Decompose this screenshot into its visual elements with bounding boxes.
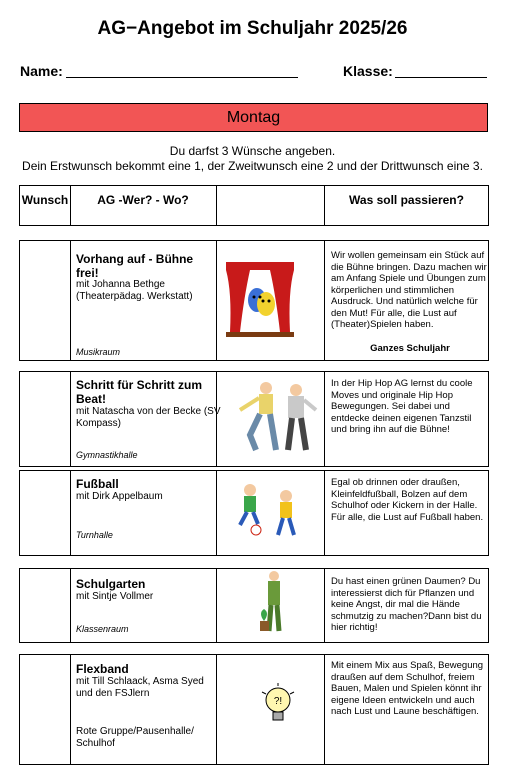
soccer-kids-icon	[232, 480, 332, 550]
klasse-label: Klasse:	[343, 63, 393, 79]
ag-location: Musikraum	[76, 347, 121, 357]
hip-hop-dancers-icon	[232, 380, 332, 455]
ag-description: In der Hip Hop AG lernst du coole Moves und originale Hip Hop Bewegungen. Sei dabei und entdecke deinen eigenen Tanzstil und bring ihn auf die Bühne!	[331, 378, 473, 435]
svg-text:?!: ?!	[273, 696, 283, 707]
ag-teacher: mit Dirk Appelbaum	[76, 491, 163, 502]
ag-location: Gymnastikhalle	[76, 450, 138, 460]
page-title: AG−Angebot im Schuljahr 2025/26	[97, 18, 408, 39]
lightbulb-idea-icon	[258, 682, 358, 727]
theater-stage-masks-icon	[226, 262, 326, 337]
ag-description: Egal ob drinnen oder draußen, Kleinfeldfußball, Bolzen auf dem Schulhof oder Kickern in der Halle. Für alle, die Lust auf Fußball haben.	[331, 477, 484, 523]
ag-header: AG -Wer? - Wo?	[97, 193, 189, 207]
what-header: Was soll passieren?	[349, 193, 464, 207]
ag-description: Mit einem Mix aus Spaß, Bewegung draußen auf dem Schulhof, freiem Bauen, Malen und Spielen könnt ihr eigene Ideen entwickeln und auch nach Lust und Laune beschäftigen.	[331, 660, 484, 717]
ag-teacher: mit Till Schlaack, Asma Syed und den FSJlern	[76, 676, 204, 699]
instruction-line-1: Du darfst 3 Wünsche angeben.	[169, 144, 336, 158]
ag-duration: Ganzes Schuljahr	[370, 343, 450, 354]
ag-location: Rote Gruppe/Pausenhalle/ Schulhof	[76, 726, 194, 749]
table-header	[19, 185, 489, 226]
ag-title: Vorhang auf - Bühne frei!	[76, 252, 194, 280]
wish-cell[interactable]	[20, 655, 70, 764]
wish-cell[interactable]	[20, 241, 70, 360]
wish-cell[interactable]	[20, 372, 70, 466]
ag-description: Du hast einen grünen Daumen? Du interessierst dich für Pflanzen und keine Angst, dir mal die Hände schmutzig zu machen?Dann bist du hier richtig!	[331, 576, 482, 633]
ag-title: Fußball	[76, 477, 119, 491]
klasse-field[interactable]	[395, 77, 487, 78]
ag-location: Turnhalle	[76, 530, 113, 540]
instruction-line-2: Dein Erstwunsch bekommt eine 1, der Zweitwunsch eine 2 und der Drittwunsch eine 3.	[22, 159, 483, 173]
ag-title: Schritt für Schritt zum Beat!	[76, 378, 203, 406]
ag-title: Schulgarten	[76, 577, 146, 591]
gardener-icon	[258, 569, 358, 639]
wish-cell[interactable]	[20, 471, 70, 555]
ag-location: Klassenraum	[76, 624, 129, 634]
ag-teacher: mit Sintje Vollmer	[76, 591, 154, 602]
wish-header: Wunsch	[21, 193, 69, 207]
ag-description: Wir wollen gemeinsam ein Stück auf die Bühne bringen. Dazu machen wir am Anfang Spiele und Übungen zum körperlichen und stimmlichen Ausdruck. Und natürlich welche für den Mut! Für alle, die Lust auf (Theater)Spielen haben.	[331, 250, 487, 330]
day-banner: Montag	[19, 103, 488, 132]
ag-teacher: mit Natascha von der Becke (SV Kompass)	[76, 406, 221, 429]
wish-cell[interactable]	[20, 569, 70, 642]
ag-teacher: mit Johanna Bethge (Theaterpädag. Werkstatt)	[76, 279, 193, 302]
name-field[interactable]	[66, 77, 298, 78]
ag-title: Flexband	[76, 662, 129, 676]
name-label: Name:	[20, 63, 63, 79]
